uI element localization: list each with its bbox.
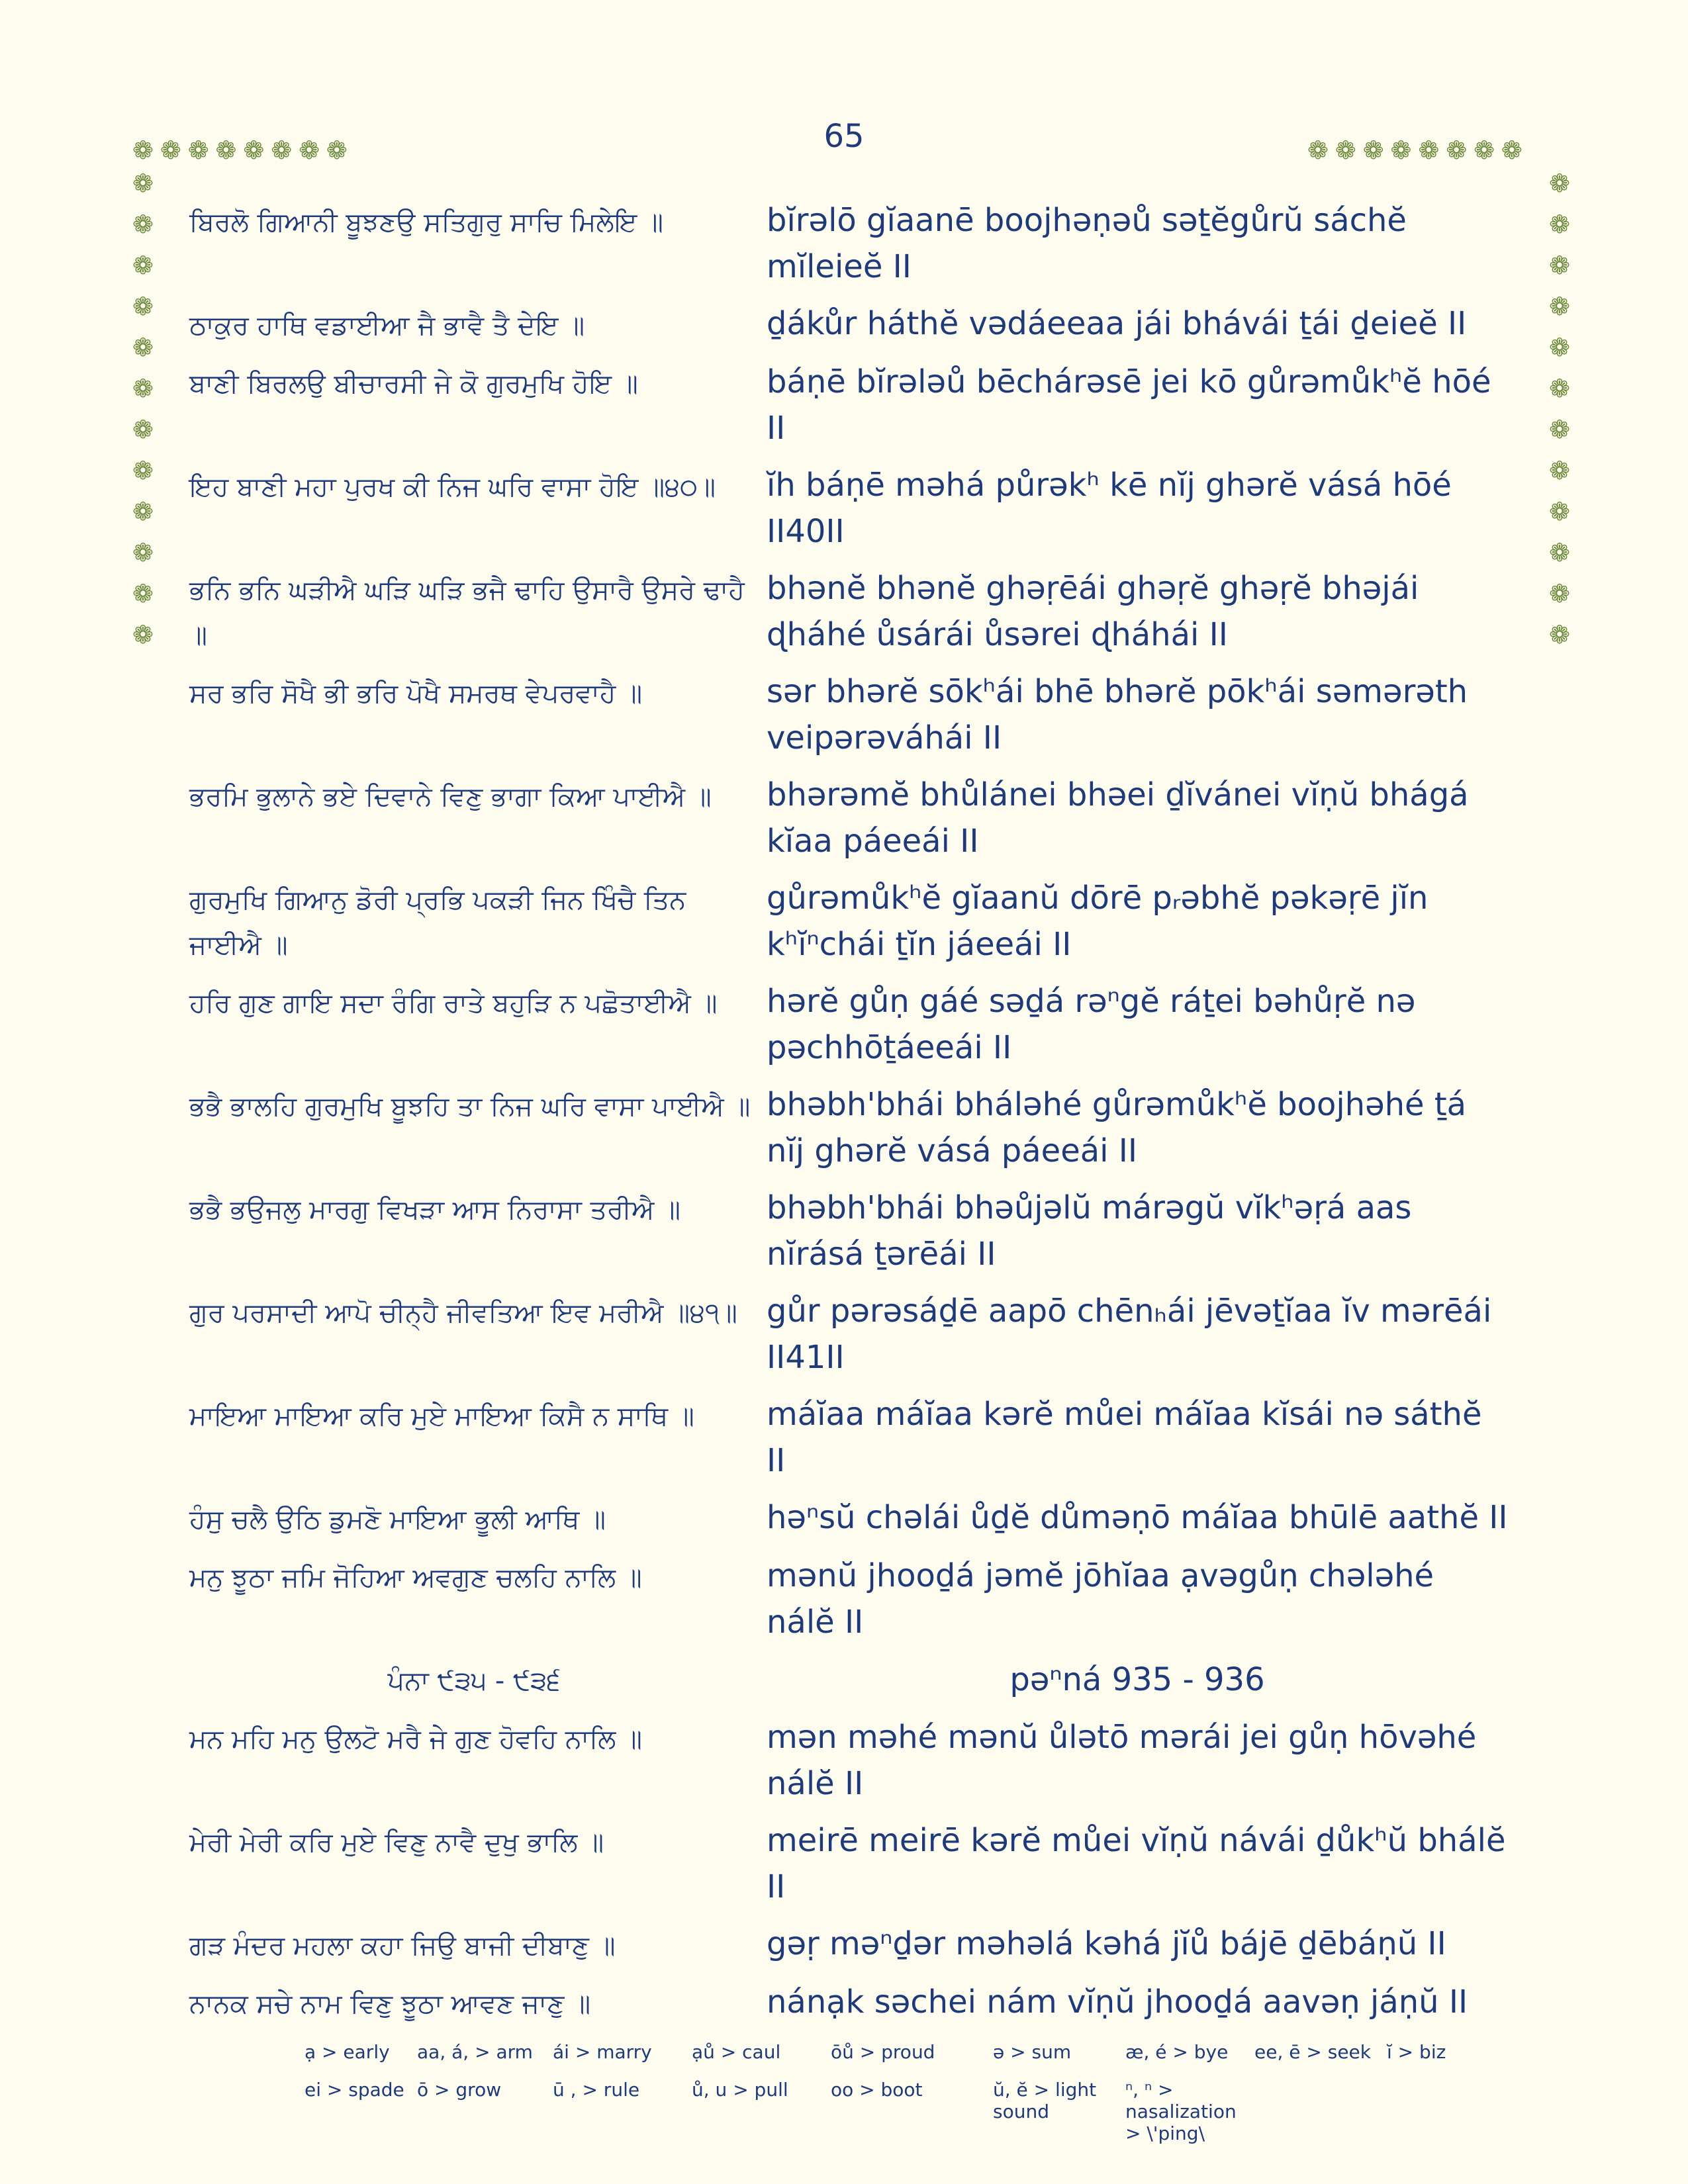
flower-ornament-icon: ❁ — [132, 579, 154, 608]
gurmukhi-line: ਮਨ ਮਹਿ ਮਨੁ ਉਲਟੋ ਮਰੈ ਜੇ ਗੁਣ ਹੋਵਹਿ ਨਾਲਿ ॥ — [189, 1724, 642, 1754]
gurmukhi-line: ਭਨਿ ਭਨਿ ਘੜੀਐ ਘੜਿ ਘੜਿ ਭਜੈ ਢਾਹਿ ਉਸਾਰੈ ਉਸਰੇ ਢਾਹੈ ॥ — [189, 575, 745, 651]
flower-ornament-icon: ❁ — [132, 415, 154, 444]
legend-item: ạů > caul — [692, 2041, 781, 2063]
flower-ornament-icon: ❁ — [1501, 136, 1523, 165]
transliteration-line: bhərəmĕ bhůlánei bhəei ḏĭvánei vĭṇŭ bhágá kĭaa páeeái II — [767, 776, 1469, 860]
flower-ornament-icon: ❁ — [132, 251, 154, 280]
legend-item: ĭ > biz — [1387, 2041, 1446, 2063]
flower-ornament-icon: ❁ — [1549, 292, 1570, 321]
flower-ornament-icon: ❁ — [132, 497, 154, 526]
legend-item: ei > spade — [305, 2079, 404, 2101]
verse-row — [189, 462, 1520, 555]
flower-ornament-icon: ❁ — [1362, 136, 1384, 165]
transliteration-line: meirē meirē kərĕ můei vĭṇŭ návái ḏůkʰŭ bhálĕ II — [767, 1822, 1506, 1905]
legend-row — [305, 2041, 1496, 2063]
transliteration-line: gəṛ məⁿḏər məhəlá kəhá jĭů bájē ḏēbáṇŭ II — [767, 1925, 1446, 1962]
flower-ornament-icon: ❁ — [1418, 136, 1440, 165]
transliteration-line: ḏákůr háthĕ vədáeeaa jái bhávái ṯái ḏeieĕ II — [767, 305, 1467, 342]
verse-row — [189, 565, 1520, 658]
flower-ornament-icon: ❁ — [132, 333, 154, 362]
transliteration-line: həⁿsŭ chəlái ůḏĕ důməṇō máĭaa bhūlē aathĕ II — [767, 1499, 1508, 1536]
transliteration-line: báṇē bĭrələů bēchárəsē jei kō gůrəmůkʰĕ hōé II — [767, 363, 1491, 447]
transliteration-line: mənŭ jhooḏá jəmĕ jōhĭaa ạvəgůṇ chələhé nálĕ II — [767, 1557, 1434, 1641]
gurmukhi-line: ਸਰ ਭਰਿ ਸੋਖੈ ਭੀ ਭਰਿ ਪੋਖੈ ਸਮਰਥ ਵੇਪਰਵਾਹੈ ॥ — [189, 678, 643, 709]
transliteration-line: gůr pərəsáḏē aapō chēnₕái jēvəṯĭaa ĭv mərēái II41II — [767, 1293, 1492, 1376]
transliteration-line: mən məhé mənŭ ůlətō mərái jei gůṇ hōvəhé nálĕ II — [767, 1719, 1477, 1802]
flower-ornament-icon: ❁ — [271, 136, 293, 165]
flower-ornament-icon: ❁ — [1549, 333, 1570, 362]
gurmukhi-line: ਇਹ ਬਾਣੀ ਮਹਾ ਪੁਰਖ ਕੀ ਨਿਜ ਘਰਿ ਵਾਸਾ ਹੋਇ ॥੪੦॥ — [189, 472, 716, 502]
flower-ornament-icon: ❁ — [1474, 136, 1495, 165]
flower-ornament-icon: ❁ — [1549, 169, 1570, 198]
legend-item: ū , > rule — [553, 2079, 640, 2101]
verse-list — [189, 197, 1520, 2037]
flower-ornament-icon: ❁ — [1549, 620, 1570, 649]
flower-ornament-icon: ❁ — [132, 620, 154, 649]
verse-row — [189, 1714, 1520, 1807]
transliteration-line: hərĕ gůṇ gáé səḏá rəⁿgĕ ráṯei bəhůṛĕ nə pəchhōṯáeeái II — [767, 983, 1416, 1066]
legend-row — [305, 2079, 1496, 2144]
pronunciation-legend — [305, 2041, 1496, 2160]
transliteration-line: sər bhərĕ sōkʰái bhē bhərĕ pōkʰái səmərəth veipərəváhái II — [767, 673, 1468, 756]
transliteration-line: gůrəmůkʰĕ gĭaanŭ dōrē pᵣəbhĕ pəkəṛē jĭn kʰĭⁿchái ṯĭn jáeeái II — [767, 880, 1429, 963]
transliteration-line: bhənĕ bhənĕ ghəṛēái ghəṛĕ ghəṛĕ bhəjái ɖháhé ůsárái ůsərei ɖháhái II — [767, 570, 1419, 653]
flower-ornament-icon: ❁ — [1307, 136, 1329, 165]
verse-row — [189, 1817, 1520, 1910]
flower-ornament-icon: ❁ — [299, 136, 320, 165]
legend-item: ō > grow — [417, 2079, 502, 2101]
ornament-border-top-left — [132, 138, 348, 163]
flower-ornament-icon: ❁ — [187, 136, 209, 165]
verse-row — [189, 875, 1520, 968]
legend-item: ōů > proud — [831, 2041, 935, 2063]
verse-row — [189, 1553, 1520, 1645]
legend-item: ái > marry — [553, 2041, 652, 2063]
gurmukhi-line: ਹੰਸੁ ਚਲੈ ਉਠਿ ਡੁਮਣੋ ਮਾਇਆ ਭੂਲੀ ਆਥਿ ॥ — [189, 1504, 606, 1535]
gurmukhi-line: ਭਰਮਿ ਭੁਲਾਨੇ ਭਏ ਦਿਵਾਨੇ ਵਿਣੁ ਭਾਗਾ ਕਿਆ ਪਾਈਐ ॥ — [189, 782, 712, 812]
gurmukhi-line: ਮਨੁ ਝੂਠਾ ਜਮਿ ਜੋਹਿਆ ਅਵਗੁਣ ਚਲਹਿ ਨਾਲਿ ॥ — [189, 1563, 642, 1593]
gurmukhi-line: ਹਰਿ ਗੁਣ ਗਾਇ ਸਦਾ ਰੰਗਿ ਰਾਤੇ ਬਹੁੜਿ ਨ ਪਛੋਤਾਈਐ ॥ — [189, 988, 718, 1019]
flower-ornament-icon: ❁ — [160, 136, 181, 165]
transliteration-line: ĭh báṇē məhá půrəkʰ kē nĭj ghərĕ vásá hōé II40II — [767, 467, 1452, 550]
flower-ornament-icon: ❁ — [132, 136, 154, 165]
verse-row — [189, 1391, 1520, 1484]
gurmukhi-line: ਭਭੈ ਭਉਜਲੁ ਮਾਰਗੁ ਵਿਖੜਾ ਆਸ ਨਿਰਾਸਾ ਤਰੀਐ ॥ — [189, 1195, 680, 1225]
gurmukhi-line: ਗੁਰ ਪਰਸਾਦੀ ਆਪੋ ਚੀਨ੍ਹੈ ਜੀਵਤਿਆ ਇਵ ਮਰੀਐ ॥੪੧॥ — [189, 1298, 737, 1328]
transliteration-line: pəⁿná 935 - 936 — [1009, 1661, 1265, 1698]
gurmukhi-line: ਮਾਇਆ ਮਾਇਆ ਕਰਿ ਮੁਏ ਮਾਇਆ ਕਿਸੈ ਨ ਸਾਥਿ ॥ — [189, 1401, 694, 1432]
legend-item: æ, é > bye — [1125, 2041, 1229, 2063]
flower-ornament-icon: ❁ — [243, 136, 265, 165]
flower-ornament-icon: ❁ — [132, 374, 154, 403]
verse-row — [189, 668, 1520, 761]
flower-ornament-icon: ❁ — [1549, 251, 1570, 280]
gurmukhi-line: ਗੜ ਮੰਦਰ ਮਹਲਾ ਕਹਾ ਜਿਉ ਬਾਜੀ ਦੀਬਾਣੁ ॥ — [189, 1931, 616, 1961]
flower-ornament-icon: ❁ — [132, 169, 154, 198]
flower-ornament-icon: ❁ — [132, 210, 154, 239]
flower-ornament-icon: ❁ — [1549, 415, 1570, 444]
ornament-border-left — [132, 171, 154, 647]
gurmukhi-line: ਭਭੈ ਭਾਲਹਿ ਗੁਰਮੁਖਿ ਬੂਝਹਿ ਤਾ ਨਿਜ ਘਰਿ ਵਾਸਾ ਪਾਈਐ ॥ — [189, 1091, 751, 1122]
flower-ornament-icon: ❁ — [1549, 456, 1570, 485]
flower-ornament-icon: ❁ — [1549, 497, 1570, 526]
verse-row — [189, 1288, 1520, 1381]
verse-row — [189, 1921, 1520, 1968]
flower-ornament-icon: ❁ — [132, 292, 154, 321]
gurmukhi-line: ਮੇਰੀ ਮੇਰੀ ਕਰਿ ਮੁਏ ਵਿਣੁ ਨਾਵੈ ਦੁਖੁ ਭਾਲਿ ॥ — [189, 1827, 604, 1858]
transliteration-line: nánạk səchei nám vĭṇŭ jhooḏá aavəṇ jáṇŭ II — [767, 1983, 1468, 2021]
transliteration-line: bhəbh'bhái bháləhé gůrəmůkʰĕ boojhəhé ṯá nĭj ghərĕ vásá páeeái II — [767, 1086, 1467, 1169]
flower-ornament-icon: ❁ — [1390, 136, 1412, 165]
flower-ornament-icon: ❁ — [132, 538, 154, 567]
flower-ornament-icon: ❁ — [326, 136, 348, 165]
flower-ornament-icon: ❁ — [215, 136, 237, 165]
gurmukhi-line: ਨਾਨਕ ਸਚੇ ਨਾਮ ਵਿਣੁ ਝੂਠਾ ਆਵਣ ਜਾਣੁ ॥ — [189, 1989, 591, 2019]
gurmukhi-line: ਬਿਰਲੋ ਗਿਆਨੀ ਬੂਝਣਉ ਸਤਿਗੁਰੁ ਸਾਚਿ ਮਿਲੇਇ ॥ — [189, 207, 663, 238]
verse-row — [189, 197, 1520, 290]
flower-ornament-icon: ❁ — [1549, 374, 1570, 403]
verse-row — [189, 772, 1520, 864]
verse-row — [189, 1081, 1520, 1174]
legend-item: ee, ē > seek — [1254, 2041, 1371, 2063]
page-number: 65 — [823, 118, 865, 155]
verse-row — [189, 1494, 1520, 1542]
legend-item: ə > sum — [993, 2041, 1072, 2063]
flower-ornament-icon: ❁ — [1549, 210, 1570, 239]
legend-item: ạ > early — [305, 2041, 390, 2063]
transliteration-line: bĭrəlō gĭaanē boojhəṇəů səṯĕgůrŭ sáchĕ mĭleieĕ II — [767, 202, 1407, 285]
verse-row — [189, 1185, 1520, 1277]
transliteration-line: bhəbh'bhái bhəůjəlŭ márəgŭ vĭkʰəṛá aas nĭrásá ṯərēái II — [767, 1189, 1412, 1273]
verse-row — [189, 1979, 1520, 2026]
verse-row — [189, 300, 1520, 348]
gurmukhi-line: ਬਾਣੀ ਬਿਰਲਉ ਬੀਚਾਰਸੀ ਜੇ ਕੋ ਗੁਰਮੁਖਿ ਹੋਇ ॥ — [189, 369, 638, 399]
flower-ornament-icon: ❁ — [1549, 538, 1570, 567]
ornament-border-right — [1549, 171, 1570, 647]
legend-item: ⁿ, ⁿ > nasalization > \'ping\ — [1125, 2079, 1237, 2144]
verse-row — [189, 359, 1520, 451]
flower-ornament-icon: ❁ — [1446, 136, 1468, 165]
gurmukhi-line: ਠਾਕੁਰ ਹਾਥਿ ਵਡਾਈਆ ਜੈ ਭਾਵੈ ਤੈ ਦੇਇ ॥ — [189, 310, 585, 341]
flower-ornament-icon: ❁ — [132, 456, 154, 485]
legend-item: ů, u > pull — [692, 2079, 788, 2101]
gurmukhi-line: ਪੰਨਾ ੯੩੫ - ੯੩੬ — [387, 1666, 561, 1696]
flower-ornament-icon: ❁ — [1549, 579, 1570, 608]
legend-item: aa, á, > arm — [417, 2041, 533, 2063]
legend-item: oo > boot — [831, 2079, 923, 2101]
verse-row — [189, 978, 1520, 1071]
page-range-heading — [189, 1656, 1520, 1704]
legend-item: ŭ, ĕ > light sound — [993, 2079, 1097, 2122]
gurmukhi-line: ਗੁਰਮੁਖਿ ਗਿਆਨੁ ਡੋਰੀ ਪ੍ਰਭਿ ਪਕੜੀ ਜਿਨ ਖਿੰਚੈ ਤਿਨ ਜਾਈਐ ॥ — [189, 885, 686, 960]
ornament-border-top-right — [1307, 138, 1523, 163]
flower-ornament-icon: ❁ — [1335, 136, 1356, 165]
transliteration-line: máĭaa máĭaa kərĕ můei máĭaa kĭsái nə sáthĕ II — [767, 1396, 1482, 1479]
